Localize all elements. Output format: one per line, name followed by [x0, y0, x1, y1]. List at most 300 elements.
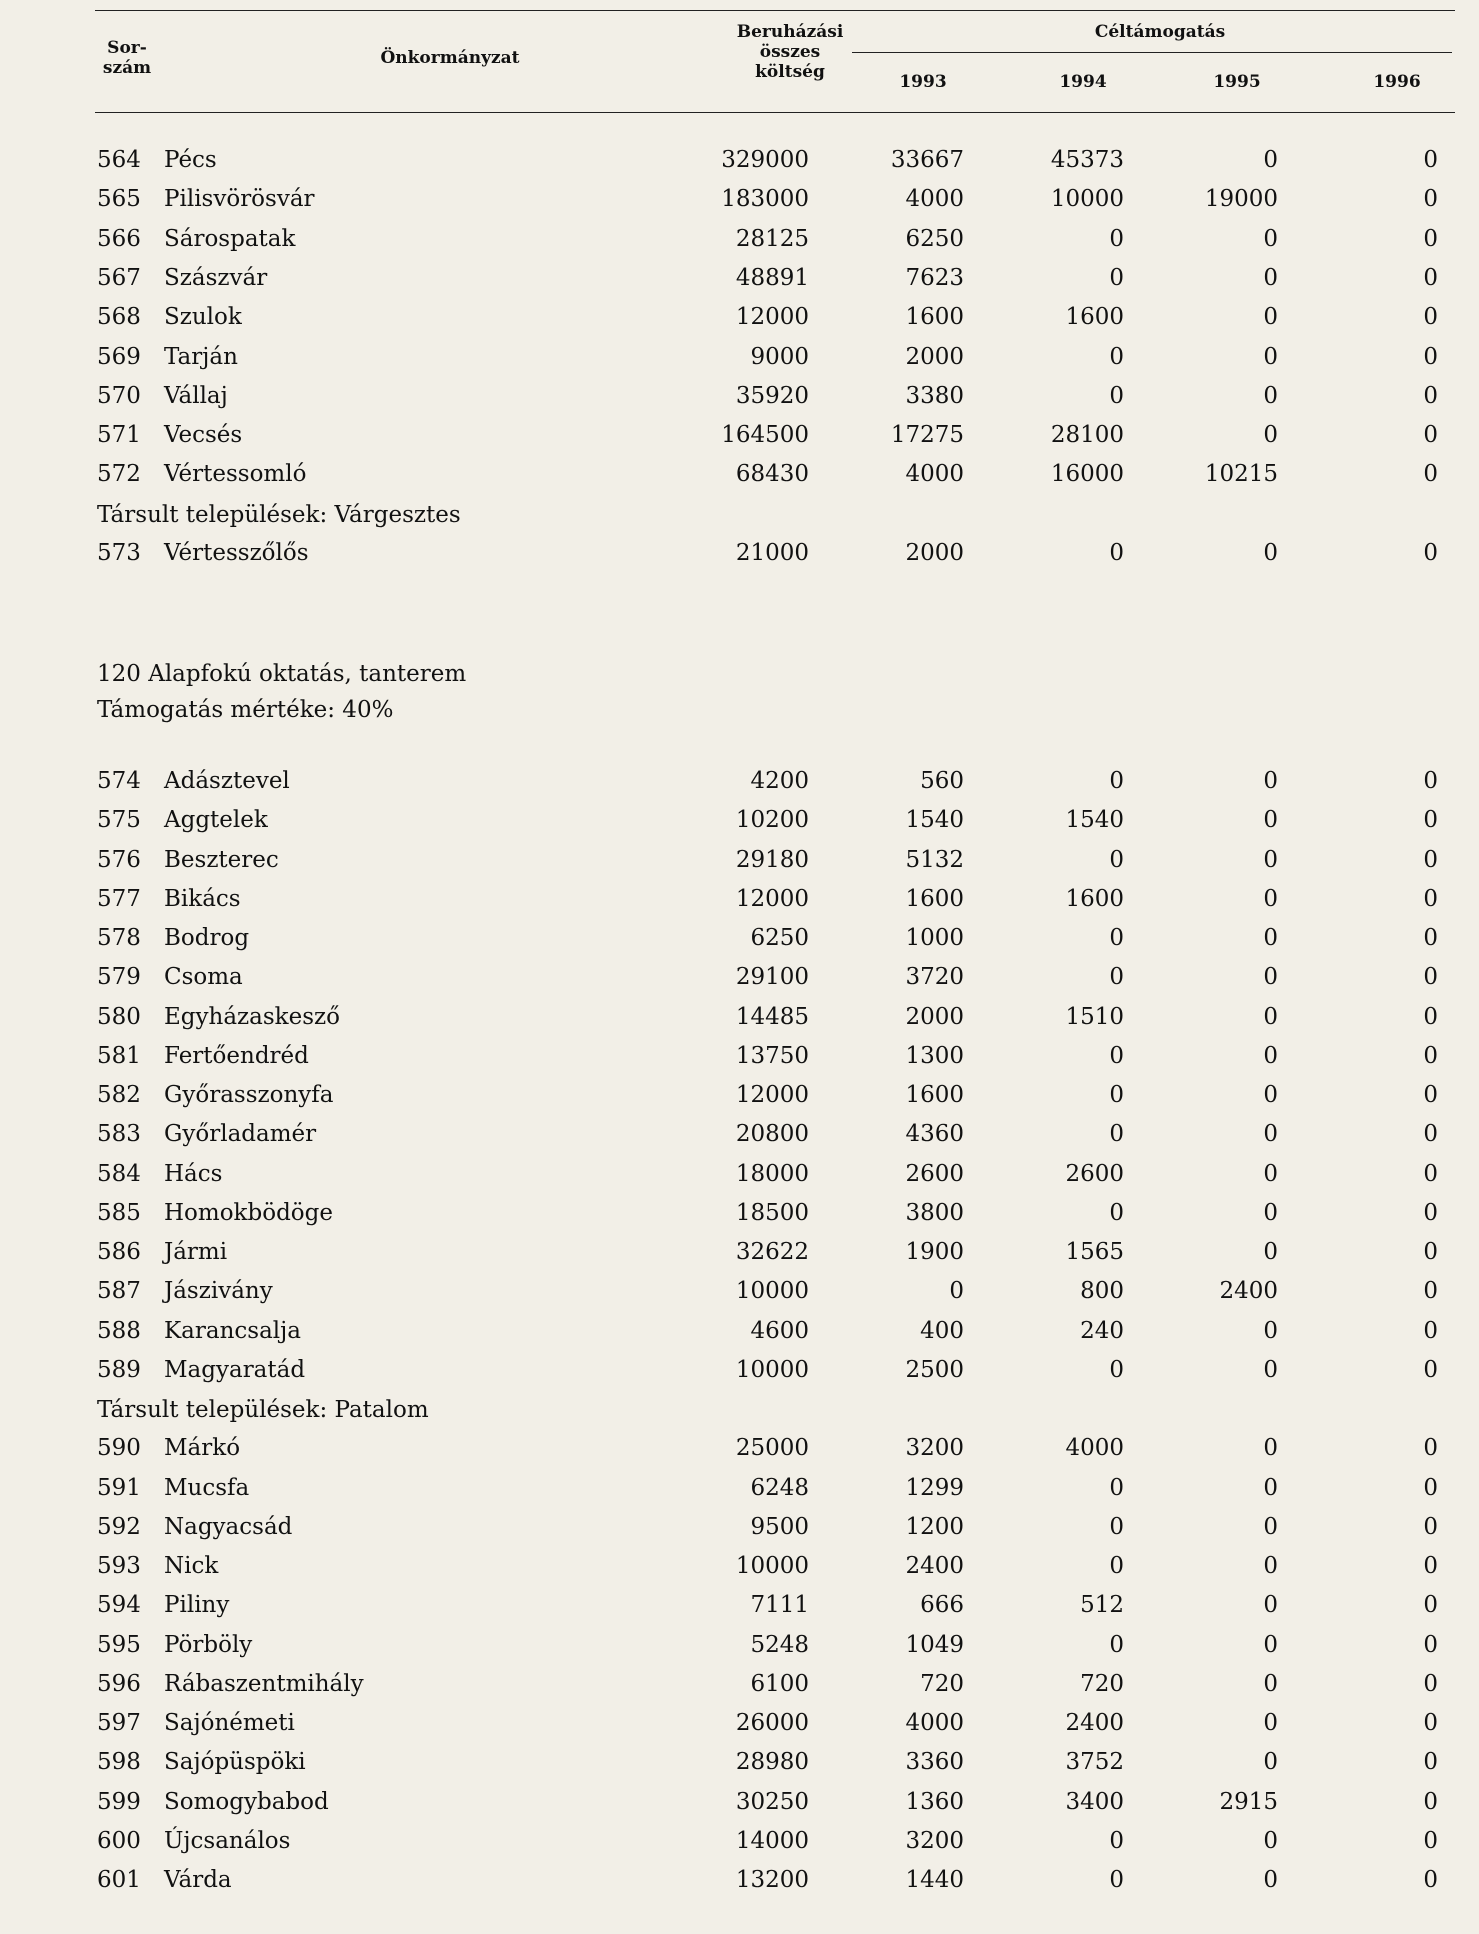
row-number: 600 [97, 1827, 141, 1854]
row-1994: 4000 [1065, 1435, 1124, 1462]
table-row [0, 1861, 1479, 1900]
table-row [0, 1351, 1479, 1390]
table-row [0, 534, 1479, 573]
row-1995: 0 [1263, 768, 1278, 794]
table-row [0, 1469, 1479, 1508]
row-total-cost: 30250 [735, 1788, 809, 1815]
row-1993: 7623 [905, 264, 964, 291]
row-1994: 0 [1109, 1631, 1124, 1658]
row-1993: 2000 [905, 1003, 964, 1030]
row-1996: 0 [1423, 1042, 1438, 1069]
row-1994: 0 [1109, 343, 1124, 370]
row-1995: 0 [1263, 1749, 1278, 1776]
row-1993: 1540 [905, 807, 964, 834]
row-total-cost: 28125 [735, 225, 809, 252]
row-municipality: Pécs [164, 147, 217, 173]
row-number: 587 [97, 1278, 141, 1305]
table-row [0, 801, 1479, 840]
row-1995: 0 [1263, 1867, 1278, 1893]
row-total-cost: 9500 [750, 1513, 809, 1540]
row-number: 567 [97, 264, 141, 291]
row-1993: 1360 [905, 1788, 964, 1815]
table-row [0, 377, 1479, 416]
row-municipality: Vállaj [164, 382, 228, 409]
header-serial-line2: szám [102, 58, 152, 78]
row-1994: 1540 [1065, 807, 1124, 834]
row-number: 601 [97, 1867, 141, 1893]
row-1996: 0 [1423, 225, 1438, 252]
row-number: 584 [97, 1160, 141, 1187]
celtamogatas-rule [852, 52, 1452, 53]
row-number: 582 [97, 1082, 141, 1108]
row-total-cost: 18000 [735, 1160, 809, 1187]
row-municipality: Mucsfa [164, 1474, 250, 1501]
row-1995: 0 [1263, 1592, 1278, 1619]
row-1994: 512 [1080, 1592, 1124, 1619]
row-1993: 6250 [905, 225, 964, 252]
row-1993: 666 [920, 1592, 964, 1619]
row-total-cost: 18500 [735, 1199, 809, 1226]
header-cost-line1: Beruházási [736, 22, 844, 42]
row-1995: 0 [1263, 225, 1278, 252]
row-1995: 0 [1263, 1710, 1278, 1736]
row-1993: 3200 [905, 1827, 964, 1854]
row-1996: 0 [1423, 925, 1438, 951]
row-1994: 10000 [1050, 186, 1124, 213]
row-1995: 0 [1263, 422, 1278, 449]
row-1996: 0 [1423, 147, 1438, 173]
row-1993: 3720 [905, 964, 964, 991]
row-number: 595 [97, 1631, 141, 1658]
row-1995: 2400 [1219, 1278, 1278, 1305]
table-row [0, 919, 1479, 958]
row-total-cost: 21000 [735, 540, 809, 566]
row-1994: 1600 [1065, 885, 1124, 912]
row-municipality: Egyházaskesző [164, 1003, 340, 1030]
row-1994: 800 [1080, 1278, 1124, 1305]
row-1995: 2915 [1219, 1788, 1278, 1815]
header-cost-line2: összes [759, 42, 821, 62]
row-1994: 1600 [1065, 304, 1124, 331]
row-1993: 3360 [905, 1749, 964, 1776]
row-1993: 1049 [905, 1631, 964, 1658]
header-year-1996: 1996 [1373, 72, 1421, 92]
table-row [0, 416, 1479, 455]
row-1994: 3400 [1065, 1788, 1124, 1815]
row-1996: 0 [1423, 1827, 1438, 1854]
row-1996: 0 [1423, 1710, 1438, 1736]
row-1994: 0 [1109, 1827, 1124, 1854]
row-number: 572 [97, 461, 141, 488]
associated-settlements-note: Társult települések: Várgesztes [97, 501, 461, 528]
header-bottom-rule [95, 112, 1455, 113]
row-1996: 0 [1423, 540, 1438, 566]
row-total-cost: 6250 [750, 925, 809, 951]
row-1994: 2600 [1065, 1160, 1124, 1187]
row-1995: 0 [1263, 147, 1278, 173]
row-1995: 0 [1263, 964, 1278, 991]
row-municipality: Pörböly [164, 1631, 253, 1658]
row-1996: 0 [1423, 1435, 1438, 1462]
row-1994: 240 [1080, 1317, 1124, 1344]
row-1993: 3380 [905, 382, 964, 409]
row-1996: 0 [1423, 264, 1438, 291]
row-1993: 0 [949, 1278, 964, 1305]
row-1996: 0 [1423, 1239, 1438, 1265]
row-1995: 10215 [1204, 461, 1278, 488]
row-1993: 4000 [905, 461, 964, 488]
row-1993: 17275 [890, 422, 964, 449]
table-row [0, 1626, 1479, 1665]
section-title: 120 Alapfokú oktatás, tanterem [97, 661, 467, 687]
row-municipality: Sárospatak [164, 225, 296, 252]
row-1996: 0 [1423, 846, 1438, 873]
row-total-cost: 164500 [721, 422, 809, 449]
row-1993: 33667 [890, 147, 964, 173]
row-total-cost: 4600 [750, 1317, 809, 1344]
row-municipality: Bikács [164, 885, 241, 912]
row-municipality: Somogybabod [164, 1788, 329, 1815]
row-1994: 0 [1109, 540, 1124, 566]
table-row [0, 1822, 1479, 1861]
table-row [0, 1665, 1479, 1704]
row-1993: 2000 [905, 540, 964, 566]
row-total-cost: 35920 [735, 382, 809, 409]
row-number: 564 [97, 147, 141, 173]
row-number: 596 [97, 1670, 141, 1697]
row-municipality: Győrasszonyfa [164, 1082, 334, 1108]
row-total-cost: 329000 [721, 147, 809, 173]
row-1996: 0 [1423, 768, 1438, 794]
row-1993: 1440 [905, 1867, 964, 1893]
row-total-cost: 12000 [735, 1082, 809, 1108]
row-1994: 0 [1109, 382, 1124, 409]
row-1995: 0 [1263, 1317, 1278, 1344]
row-1996: 0 [1423, 343, 1438, 370]
row-1994: 720 [1080, 1670, 1124, 1697]
header-serial-line1: Sor- [107, 38, 147, 58]
row-municipality: Nagyacsád [164, 1513, 293, 1540]
table-row [0, 1155, 1479, 1194]
table-row [0, 1115, 1479, 1154]
row-1996: 0 [1423, 1199, 1438, 1226]
row-municipality: Nick [164, 1553, 219, 1579]
row-total-cost: 9000 [750, 343, 809, 370]
row-municipality: Szulok [164, 304, 242, 331]
header-serial [97, 38, 157, 78]
row-number: 598 [97, 1749, 141, 1776]
row-1995: 0 [1263, 807, 1278, 834]
row-number: 591 [97, 1474, 141, 1501]
row-1995: 0 [1263, 925, 1278, 951]
row-total-cost: 32622 [735, 1239, 809, 1265]
row-1994: 0 [1109, 1042, 1124, 1069]
row-number: 566 [97, 225, 141, 252]
row-1996: 0 [1423, 1592, 1438, 1619]
row-1993: 560 [920, 768, 964, 794]
row-1994: 0 [1109, 1513, 1124, 1540]
table-row [0, 1076, 1479, 1115]
row-municipality: Pilisvörösvár [164, 186, 315, 213]
table-row [0, 1272, 1479, 1311]
row-total-cost: 6248 [750, 1474, 809, 1501]
row-1996: 0 [1423, 1788, 1438, 1815]
row-total-cost: 12000 [735, 885, 809, 912]
row-number: 593 [97, 1553, 141, 1579]
header-municipality: Önkormányzat [380, 48, 520, 68]
table-row [0, 1037, 1479, 1076]
header-year-1995: 1995 [1213, 72, 1261, 92]
table-row [0, 1508, 1479, 1547]
row-1993: 400 [920, 1317, 964, 1344]
row-total-cost: 14485 [735, 1003, 809, 1030]
row-1993: 1000 [905, 925, 964, 951]
row-number: 581 [97, 1042, 141, 1069]
row-1993: 1300 [905, 1042, 964, 1069]
row-number: 589 [97, 1356, 141, 1383]
row-1993: 1299 [905, 1474, 964, 1501]
row-total-cost: 10000 [735, 1278, 809, 1305]
row-number: 580 [97, 1003, 141, 1030]
row-municipality: Sajópüspöki [164, 1749, 306, 1776]
row-1996: 0 [1423, 807, 1438, 834]
row-1996: 0 [1423, 1317, 1438, 1344]
row-1993: 4000 [905, 1710, 964, 1736]
row-1993: 1600 [905, 304, 964, 331]
row-1993: 2400 [905, 1553, 964, 1579]
row-1996: 0 [1423, 1121, 1438, 1148]
row-municipality: Beszterec [164, 846, 279, 873]
section-subtitle: Támogatás mértéke: 40% [97, 697, 394, 723]
row-1993: 720 [920, 1670, 964, 1697]
table-row [0, 880, 1479, 919]
row-total-cost: 13200 [735, 1867, 809, 1893]
row-1995: 0 [1263, 1435, 1278, 1462]
row-total-cost: 7111 [750, 1592, 809, 1619]
table-row [0, 762, 1479, 801]
row-number: 594 [97, 1592, 141, 1619]
row-municipality: Karancsalja [164, 1317, 302, 1344]
row-1994: 0 [1109, 846, 1124, 873]
row-1994: 28100 [1050, 422, 1124, 449]
row-municipality: Piliny [164, 1592, 230, 1619]
row-1993: 3800 [905, 1199, 964, 1226]
row-1995: 0 [1263, 1356, 1278, 1383]
row-1995: 0 [1263, 1121, 1278, 1148]
row-1996: 0 [1423, 1867, 1438, 1893]
table-row [0, 180, 1479, 219]
table-row [0, 1586, 1479, 1625]
row-1995: 0 [1263, 343, 1278, 370]
row-total-cost: 4200 [750, 768, 809, 794]
row-1994: 0 [1109, 1121, 1124, 1148]
row-1994: 0 [1109, 1553, 1124, 1579]
row-1996: 0 [1423, 186, 1438, 213]
row-municipality: Jármi [164, 1239, 228, 1265]
row-1995: 0 [1263, 846, 1278, 873]
row-1996: 0 [1423, 304, 1438, 331]
row-number: 577 [97, 885, 141, 912]
row-total-cost: 12000 [735, 304, 809, 331]
row-municipality: Magyaratád [164, 1356, 306, 1383]
row-1995: 0 [1263, 1239, 1278, 1265]
row-1996: 0 [1423, 1474, 1438, 1501]
table-row [0, 141, 1479, 180]
row-municipality: Adásztevel [164, 768, 290, 794]
row-1996: 0 [1423, 964, 1438, 991]
table-row [0, 998, 1479, 1037]
row-1994: 0 [1109, 1474, 1124, 1501]
row-municipality: Fertőendréd [164, 1042, 309, 1069]
table-row [0, 1312, 1479, 1351]
row-number: 592 [97, 1513, 141, 1540]
row-number: 578 [97, 925, 141, 951]
row-1994: 45373 [1050, 147, 1124, 173]
row-1994: 16000 [1050, 461, 1124, 488]
table-row [0, 841, 1479, 880]
table-row [0, 1233, 1479, 1272]
row-municipality: Várda [164, 1867, 232, 1893]
table-row [0, 298, 1479, 337]
row-1995: 0 [1263, 264, 1278, 291]
table-row [0, 1547, 1479, 1586]
row-1994: 0 [1109, 264, 1124, 291]
header-top-rule [95, 10, 1455, 11]
row-1994: 0 [1109, 225, 1124, 252]
row-1995: 0 [1263, 382, 1278, 409]
row-1996: 0 [1423, 1553, 1438, 1579]
row-1996: 0 [1423, 1082, 1438, 1108]
header-cost [700, 22, 880, 82]
row-municipality: Vecsés [164, 422, 243, 449]
row-number: 576 [97, 846, 141, 873]
row-1993: 2000 [905, 343, 964, 370]
row-total-cost: 10000 [735, 1553, 809, 1579]
row-1995: 0 [1263, 885, 1278, 912]
row-1996: 0 [1423, 1670, 1438, 1697]
header-target: Céltámogatás [1094, 22, 1226, 42]
row-municipality: Aggtelek [164, 807, 268, 834]
row-1994: 3752 [1065, 1749, 1124, 1776]
table-row [0, 1743, 1479, 1782]
row-1995: 0 [1263, 1042, 1278, 1069]
row-1995: 0 [1263, 304, 1278, 331]
row-1995: 19000 [1204, 186, 1278, 213]
row-municipality: Újcsanálos [164, 1827, 291, 1854]
row-1995: 0 [1263, 540, 1278, 566]
row-total-cost: 5248 [750, 1631, 809, 1658]
row-1994: 0 [1109, 1082, 1124, 1108]
row-total-cost: 48891 [735, 264, 809, 291]
row-total-cost: 68430 [735, 461, 809, 488]
row-1993: 3200 [905, 1435, 964, 1462]
row-number: 583 [97, 1121, 141, 1148]
row-1996: 0 [1423, 1513, 1438, 1540]
table-row [0, 1194, 1479, 1233]
row-1993: 5132 [905, 846, 964, 873]
row-total-cost: 10200 [735, 807, 809, 834]
row-1993: 4360 [905, 1121, 964, 1148]
row-total-cost: 14000 [735, 1827, 809, 1854]
row-municipality: Rábaszentmihály [164, 1670, 364, 1697]
row-1996: 0 [1423, 382, 1438, 409]
row-1996: 0 [1423, 1749, 1438, 1776]
row-1996: 0 [1423, 1160, 1438, 1187]
row-number: 599 [97, 1788, 141, 1815]
row-number: 590 [97, 1435, 141, 1462]
row-1995: 0 [1263, 1474, 1278, 1501]
row-1995: 0 [1263, 1670, 1278, 1697]
row-number: 574 [97, 768, 141, 794]
row-municipality: Márkó [164, 1435, 241, 1462]
row-1993: 2500 [905, 1356, 964, 1383]
row-total-cost: 20800 [735, 1121, 809, 1148]
table-row [0, 1429, 1479, 1468]
row-1994: 0 [1109, 1867, 1124, 1893]
row-1996: 0 [1423, 461, 1438, 488]
row-number: 575 [97, 807, 141, 834]
row-municipality: Homokbödöge [164, 1199, 333, 1226]
header-year-1993: 1993 [899, 72, 947, 92]
table-row [0, 220, 1479, 259]
row-number: 568 [97, 304, 141, 331]
row-total-cost: 10000 [735, 1356, 809, 1383]
row-1995: 0 [1263, 1553, 1278, 1579]
row-municipality: Bodrog [164, 925, 250, 951]
row-1993: 1600 [905, 1082, 964, 1108]
row-municipality: Győrladamér [164, 1121, 317, 1148]
row-number: 573 [97, 540, 141, 566]
row-1996: 0 [1423, 1631, 1438, 1658]
row-number: 588 [97, 1317, 141, 1344]
row-number: 565 [97, 186, 141, 213]
table-row [0, 1704, 1479, 1743]
row-1994: 0 [1109, 1356, 1124, 1383]
row-municipality: Sajónémeti [164, 1710, 295, 1736]
row-1996: 0 [1423, 1356, 1438, 1383]
row-total-cost: 13750 [735, 1042, 809, 1069]
row-number: 579 [97, 964, 141, 991]
row-1994: 0 [1109, 1199, 1124, 1226]
row-1993: 2600 [905, 1160, 964, 1187]
row-1994: 2400 [1065, 1710, 1124, 1736]
row-1995: 0 [1263, 1827, 1278, 1854]
row-1993: 1200 [905, 1513, 964, 1540]
row-total-cost: 28980 [735, 1749, 809, 1776]
associated-settlements-note: Társult települések: Patalom [97, 1397, 429, 1423]
row-total-cost: 26000 [735, 1710, 809, 1736]
row-number: 597 [97, 1710, 141, 1736]
row-1996: 0 [1423, 1003, 1438, 1030]
row-1995: 0 [1263, 1082, 1278, 1108]
row-1995: 0 [1263, 1199, 1278, 1226]
row-municipality: Szászvár [164, 264, 268, 291]
row-1994: 0 [1109, 768, 1124, 794]
table-row [0, 1783, 1479, 1822]
row-municipality: Hács [164, 1160, 223, 1187]
row-municipality: Csoma [164, 964, 243, 991]
row-1996: 0 [1423, 1278, 1438, 1305]
row-total-cost: 29100 [735, 964, 809, 991]
row-1995: 0 [1263, 1160, 1278, 1187]
row-1995: 0 [1263, 1631, 1278, 1658]
row-1994: 1510 [1065, 1003, 1124, 1030]
row-municipality: Tarján [164, 343, 238, 370]
row-number: 571 [97, 422, 141, 449]
row-number: 570 [97, 382, 141, 409]
row-municipality: Vértesszőlős [164, 540, 309, 566]
row-number: 569 [97, 343, 141, 370]
